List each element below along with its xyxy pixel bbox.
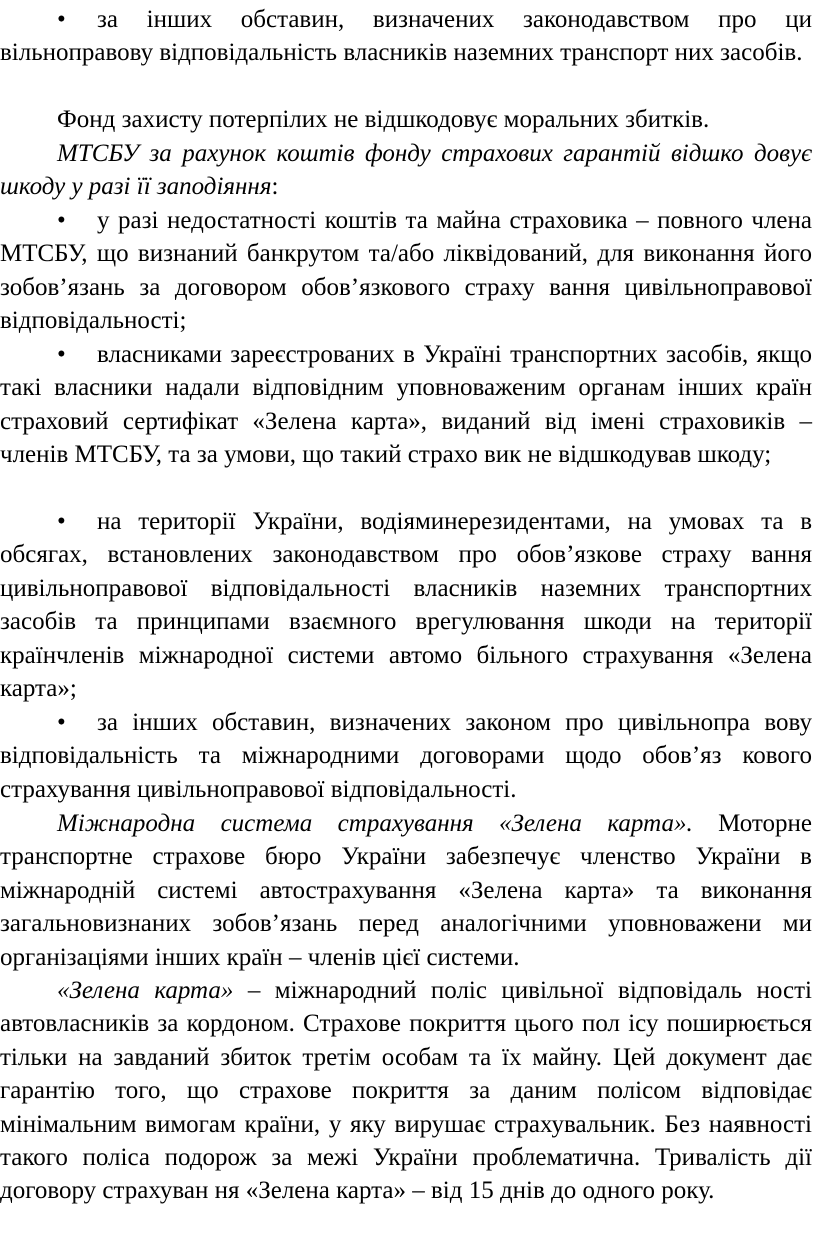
bullet-icon: • — [57, 341, 66, 368]
italic-lead: Міжнародна система страхування «Зелена карта». — [57, 810, 693, 837]
bullet-icon: • — [57, 709, 66, 736]
bullet-item-registered-vehicles-owners — [0, 338, 812, 472]
paragraph-no-moral-damages — [0, 103, 812, 136]
bullet-icon: • — [57, 508, 66, 535]
bullet-icon: • — [57, 207, 66, 234]
paragraph-text: власниками зареєстрованих в Україні транспортних засобів, якщо такі власники надали відповідним уповноваженим органам інших країн страховий сертифікат «Зелена карта», виданий від імені страховиків – членів МТСБУ, та за умови, що такий страхо вик не відшкодував шкоду; — [0, 341, 812, 469]
paragraph-green-card-definition — [0, 974, 812, 1208]
paragraph-text: : — [271, 173, 279, 201]
bullet-item-other-circumstances-legislation — [0, 3, 812, 70]
bullet-item-other-circumstances-law — [0, 706, 812, 806]
paragraph-text: за інших обставин, визначених законодавством про ци вільноправову відповідальність власників наземних транспорт них засобів. — [0, 6, 812, 67]
paragraph-mtsbu-guarantee-fund — [0, 137, 812, 204]
paragraph-text: на території України, водіяминерезидентами, на умовах та в обсягах, встановлених законодавством про обов’язкове страху вання цивільноправової відповідальності власників наземних транспортних засобів та принципами взаємного врегулювання шкоди на території країнчленів міжнародної системи автомо більного страхування «Зелена карта»; — [0, 508, 812, 703]
paragraph-text: – міжнародний поліс цивільної відповідаль ності автовласників за кордоном. Страхове покриття цього пол ісу поширюється тільки на завданий збиток третім особам та їх майну. Цей документ дає гарантію того, що страхове покриття за даним полісом відповідає мінімальним вимогам країни, у яку вирушає страхувальник. Без наявності такого поліса подорож за межі України проблематична. Тривалість дії договору страхуван ня «Зелена карта» – від 15 днів до одного року. — [0, 977, 812, 1205]
italic-lead: МТСБУ за рахунок коштів фонду страхових гарантій відшко довує шкоду у разі її заподіяння — [0, 140, 812, 201]
paragraph-text: за інших обставин, визначених законом про цивільнопра вову відповідальність та міжнародними договорами щодо обов’яз кового страхування цивільноправової відповідальності. — [0, 709, 812, 803]
bullet-item-non-resident-drivers — [0, 505, 812, 705]
paragraph-text: Моторне транспортне страхове бюро України забезпечує членство України в міжнародній системі автострахування «Зелена карта» та виконання загальновизнаних зобов’язань перед аналогічними уповноважени ми організаціями інших країн – членів цієї системи. — [0, 810, 812, 971]
paragraph-text: Фонд захисту потерпілих не відшкодовує моральних збитків. — [57, 106, 710, 133]
paragraph-text: у разі недостатності коштів та майна страховика – повного члена МТСБУ, що визнаний банкрутом та/або ліквідований, для виконання його зобов’язань за договором обов’язкового страху вання цивільноправової відповідальності; — [0, 207, 812, 335]
paragraph-green-card-system — [0, 807, 812, 974]
bullet-item-insurer-insufficiency — [0, 204, 812, 338]
italic-lead: «Зелена карта» — [57, 977, 234, 1004]
bullet-icon: • — [57, 6, 66, 33]
